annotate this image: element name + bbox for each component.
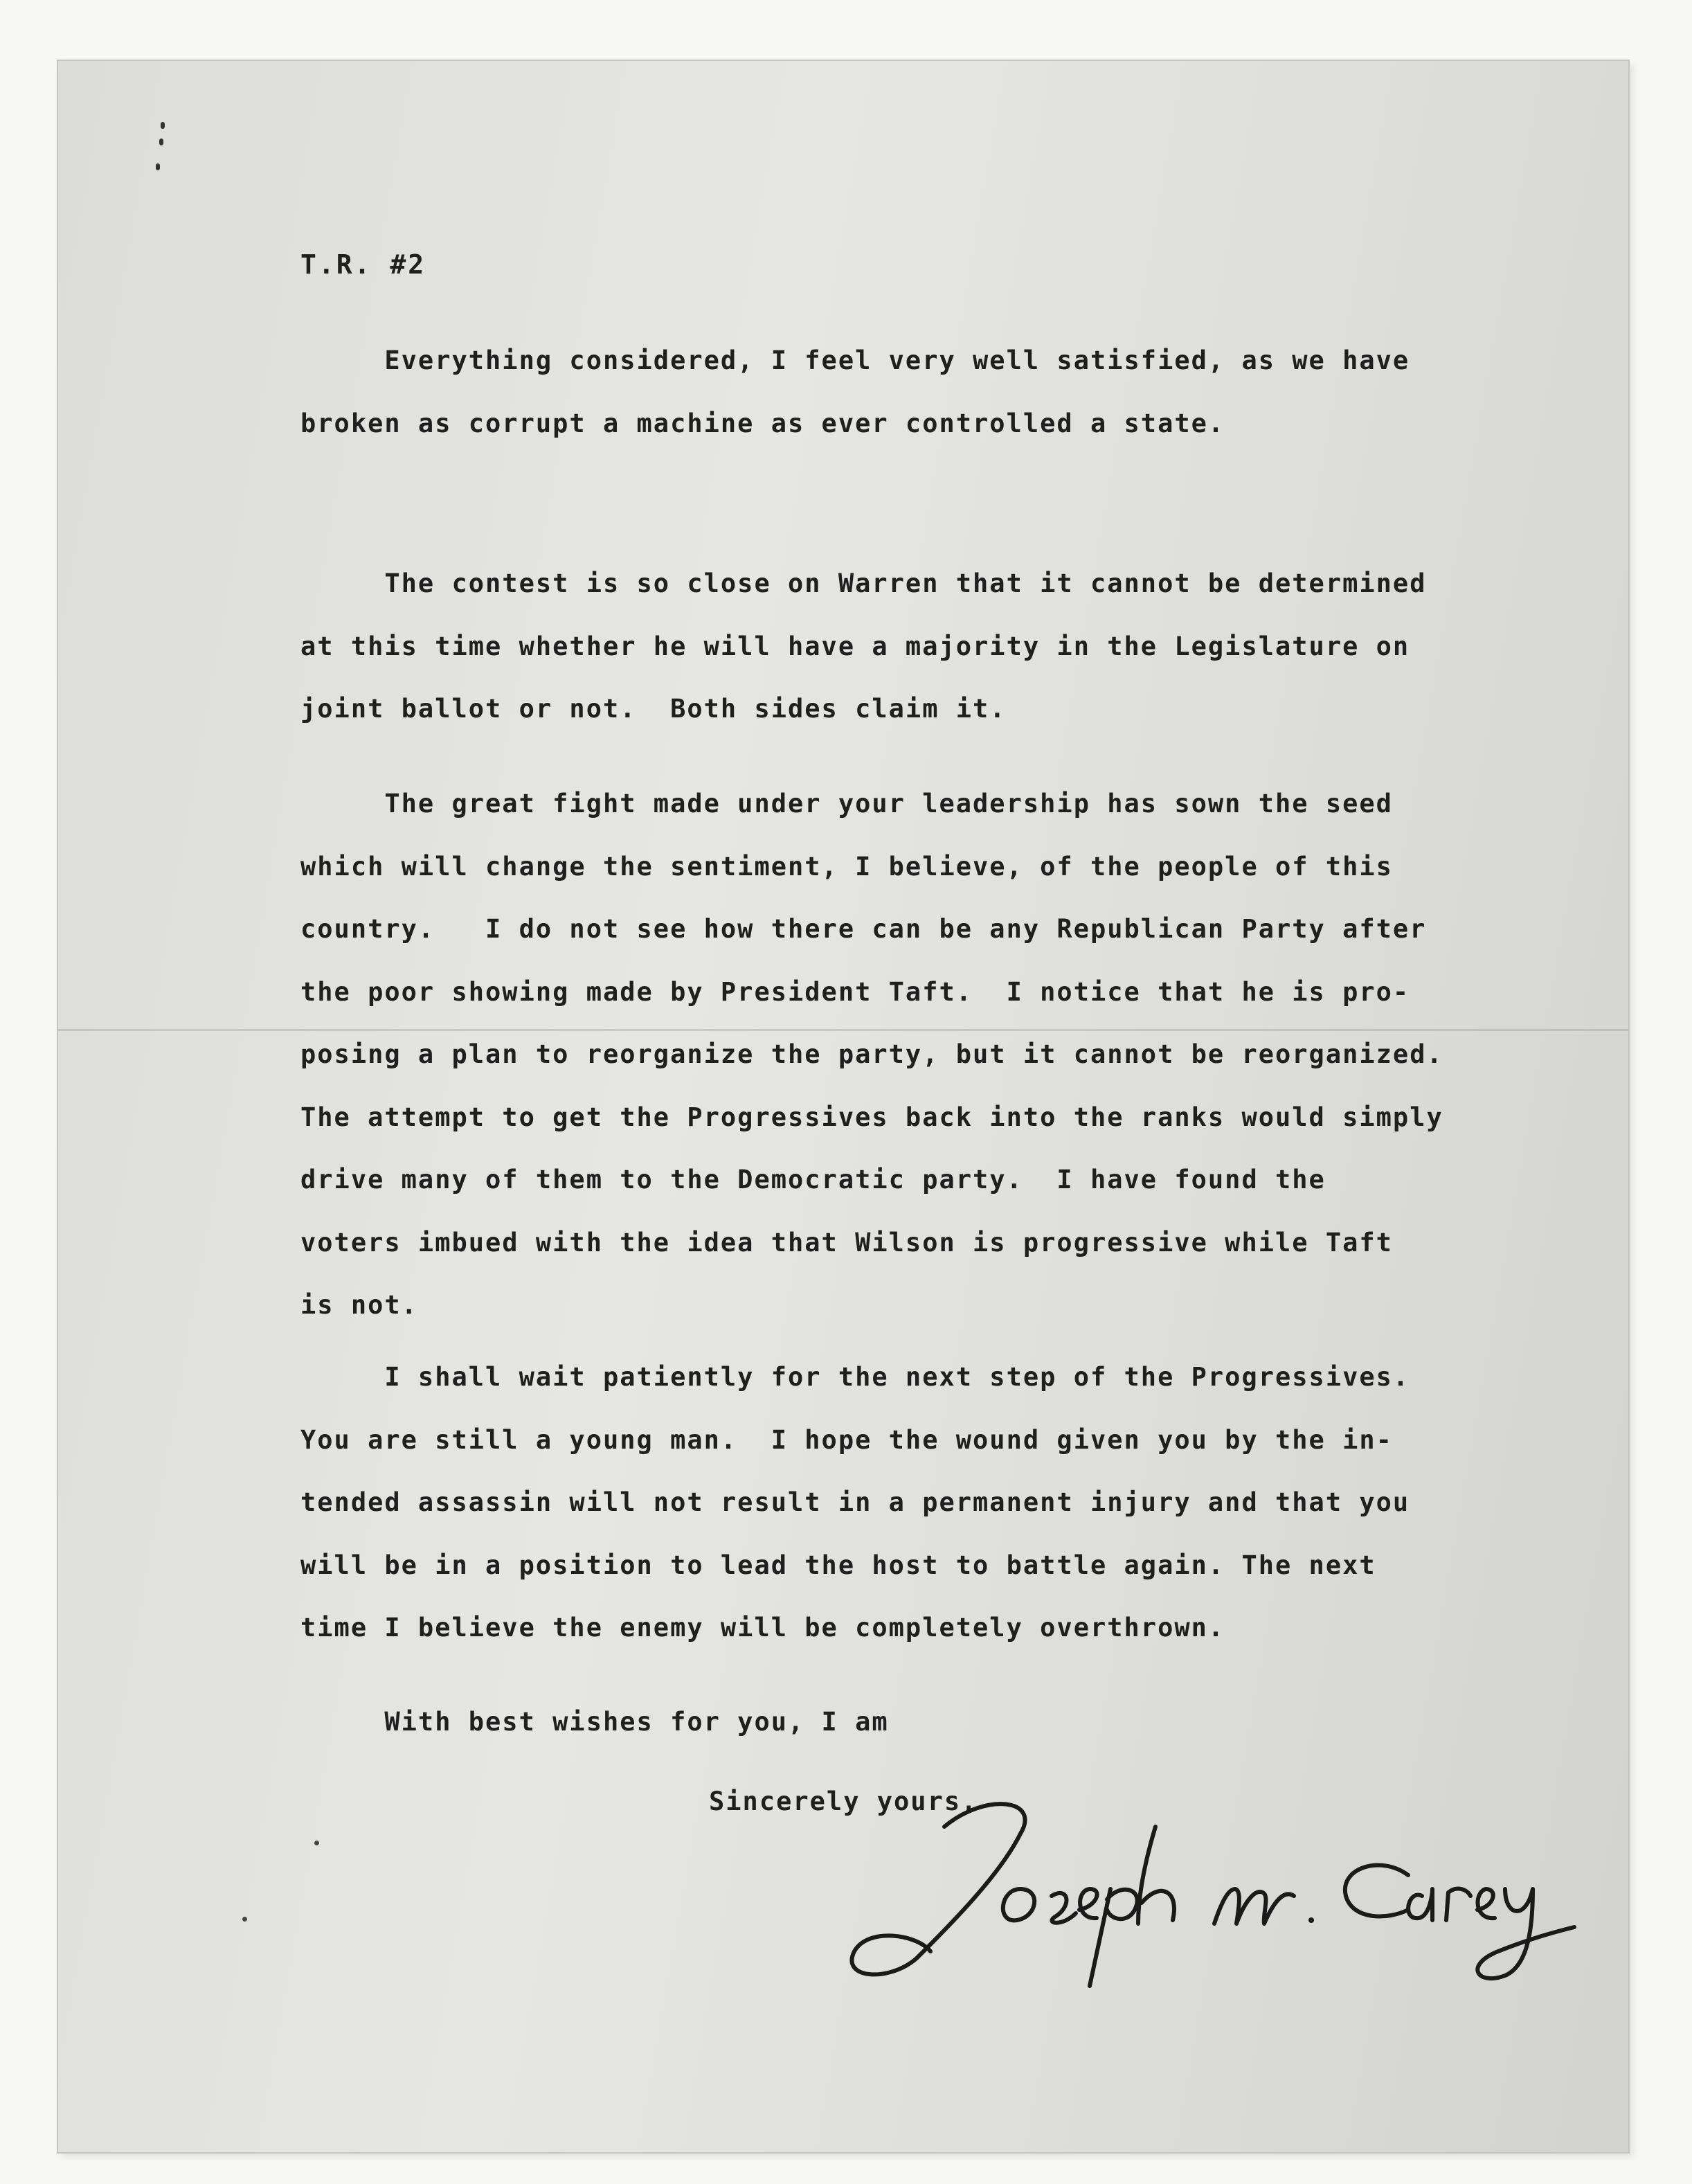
text-line: which will change the sentiment, I believe, of the people of this [300,851,1393,881]
punch-mark [156,163,160,170]
punch-mark [161,122,165,129]
handwritten-signature [813,1785,1588,1993]
text-line: With best wishes for you, I am [300,1707,889,1737]
paragraph-1 [300,330,1410,455]
text-line: The contest is so close on Warren that it cannot be determined [300,569,1427,598]
ink-speck [242,1917,247,1922]
text-line: at this time whether he will have a majority in the Legislature on [300,631,1410,661]
text-line: You are still a young man. I hope the wound given you by the in- [300,1424,1393,1455]
paragraph-4 [300,1346,1410,1660]
paragraph-5 [300,1691,889,1754]
text-line: country. I do not see how there can be any Republican Party after [300,914,1427,944]
ink-speck [314,1841,319,1845]
letter-sheet [58,61,1628,2152]
punch-mark [159,138,163,145]
text-line: voters imbued with the idea that Wilson is progressive while Taft [300,1227,1393,1257]
text-line: will be in a position to lead the host to battle again. The next [300,1550,1376,1580]
page-reference: T.R. #2 [300,249,426,280]
text-line: is not. [300,1290,418,1320]
closing-salutation: Sincerely yours, [709,1787,978,1816]
text-line: joint ballot or not. Both sides claim it. [300,694,1007,724]
text-line: posing a plan to reorganize the party, but it cannot be reorganized. [300,1039,1443,1069]
text-line: The great fight made under your leadership has sown the seed [300,789,1393,818]
text-line: drive many of them to the Democratic party. I have found the [300,1165,1326,1194]
text-line: I shall wait patiently for the next step of the Progressives. [300,1362,1410,1392]
text-line: broken as corrupt a machine as ever controlled a state. [300,408,1225,438]
text-line: time I believe the enemy will be completely overthrown. [300,1613,1225,1643]
paragraph-2 [300,553,1426,741]
text-line: Everything considered, I feel very well satisfied, as we have [300,346,1410,375]
text-line: tended assassin will not result in a permanent injury and that you [300,1487,1410,1517]
text-line: The attempt to get the Progressives back into the ranks would simply [300,1102,1443,1132]
text-line: the poor showing made by President Taft. I notice that he is pro- [300,976,1410,1007]
paragraph-3 [300,773,1443,1337]
